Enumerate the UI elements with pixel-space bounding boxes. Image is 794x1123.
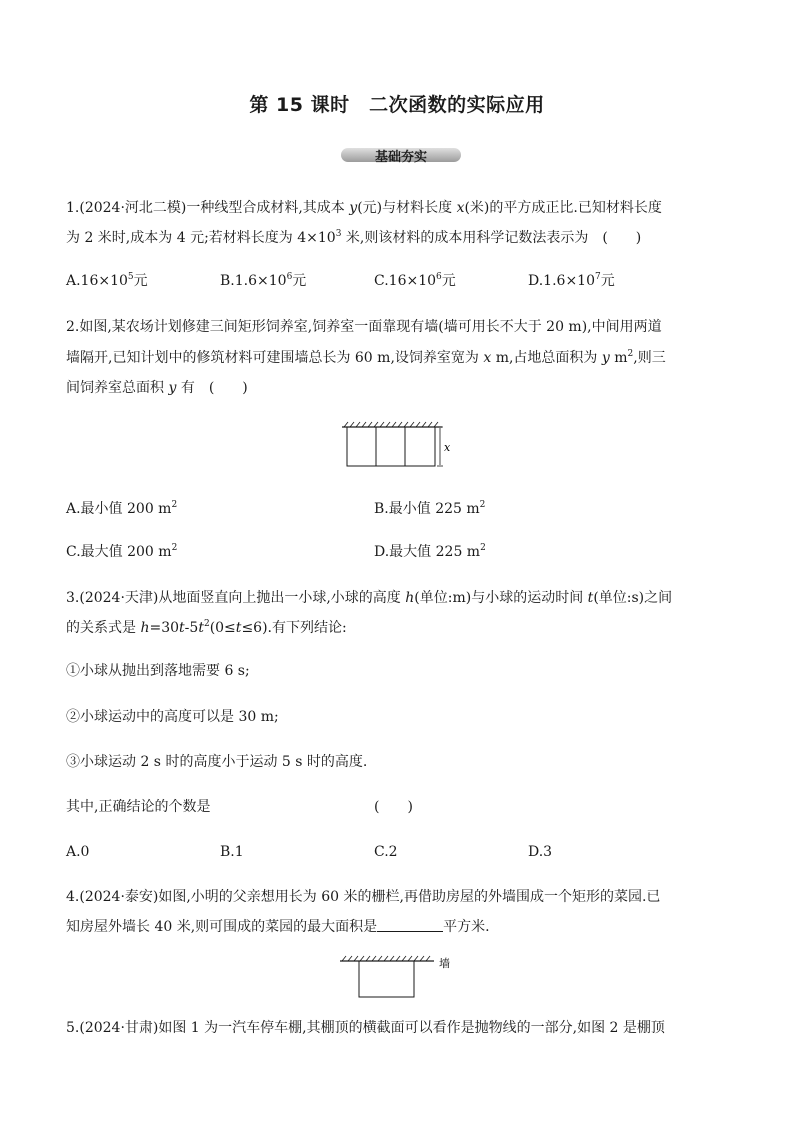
option-text: A.最小值 200 m bbox=[66, 501, 172, 517]
q3-statement-1: ①小球从抛出到落地需要 6 s; bbox=[66, 663, 250, 679]
q3-formula: t bbox=[179, 620, 185, 636]
q3-formula: h bbox=[140, 620, 150, 636]
q2-exponent: 2 bbox=[627, 349, 634, 359]
option-text: C.最大值 200 m bbox=[66, 544, 172, 560]
q1-text: (元)与材料长度 bbox=[357, 200, 457, 216]
option-unit: 元 bbox=[441, 273, 456, 289]
q3-option-c: C.2 bbox=[374, 844, 398, 860]
q1-line-2 bbox=[66, 229, 641, 247]
q3-text: (单位:s)之间 bbox=[593, 590, 673, 606]
option-exponent: 6 bbox=[436, 272, 442, 282]
option-text: A.16×10 bbox=[66, 273, 128, 289]
q3-formula: -5 bbox=[184, 620, 199, 636]
q3-statement-2: ②小球运动中的高度可以是 30 m; bbox=[66, 709, 279, 725]
q1-option-a bbox=[66, 272, 148, 290]
option-text: B.最小值 225 m bbox=[374, 501, 480, 517]
wall-label: 墙 bbox=[439, 957, 450, 970]
house-wall-hatching bbox=[342, 956, 430, 961]
q2-line-3 bbox=[66, 379, 248, 397]
q1-var-x: x bbox=[456, 200, 465, 216]
q1-text: 为 2 米时,成本为 4 元;若材料长度为 4×10 bbox=[66, 230, 336, 246]
q3-line-2 bbox=[66, 619, 347, 637]
option-unit: 元 bbox=[292, 273, 307, 289]
q3-line-1 bbox=[66, 589, 672, 607]
q1-text: 1.(2024·河北二模)一种线型合成材料,其成本 bbox=[66, 200, 350, 216]
q2-line-2 bbox=[66, 349, 666, 367]
q2-text: 有 ( ) bbox=[176, 380, 248, 396]
option-text: B.1.6×10 bbox=[220, 273, 287, 289]
q2-var-x: x bbox=[483, 350, 492, 366]
q3-formula: ≤6).有下列结论: bbox=[241, 620, 347, 636]
q3-var-h: h bbox=[405, 590, 415, 606]
q2-text: 间饲养室总面积 bbox=[66, 380, 169, 396]
q3-option-b: B.1 bbox=[220, 844, 244, 860]
q3-answer-paren: ( ) bbox=[374, 799, 413, 815]
q1-line-1 bbox=[66, 199, 662, 217]
q1-option-d bbox=[528, 272, 615, 290]
option-exponent: 2 bbox=[171, 500, 178, 510]
option-exponent: 6 bbox=[286, 272, 293, 282]
option-exponent: 2 bbox=[480, 543, 486, 553]
option-text: D.最大值 225 m bbox=[374, 544, 481, 560]
q3-text: 3.(2024·天津)从地面竖直向上抛出一小球,小球的高度 bbox=[66, 590, 406, 606]
q1-var-y: y bbox=[349, 200, 358, 216]
q2-option-a bbox=[66, 500, 177, 518]
q1-option-c bbox=[374, 272, 456, 290]
q3-exponent: 2 bbox=[203, 619, 210, 629]
q2-option-c bbox=[66, 543, 177, 561]
q3-formula: t bbox=[235, 620, 242, 636]
dimension-label-x: x bbox=[444, 441, 451, 454]
q5-line-1: 5.(2024·甘肃)如图 1 为一汽车停车棚,其棚顶的横截面可以看作是抛物线的一部分,如图 2 是棚顶 bbox=[66, 1020, 665, 1036]
q2-pens-figure bbox=[340, 424, 460, 490]
pens-outline bbox=[347, 427, 435, 466]
section-badge bbox=[341, 145, 461, 167]
q1-exponent: 3 bbox=[335, 229, 342, 239]
option-text: D.1.6×10 bbox=[528, 273, 595, 289]
q2-option-d bbox=[374, 543, 486, 561]
q2-text: m,占地总面积为 bbox=[491, 350, 602, 366]
q1-text: 米,则该材料的成本用科学记数法表示为 ( ) bbox=[341, 230, 642, 246]
option-exponent: 5 bbox=[127, 272, 134, 282]
option-unit: 元 bbox=[133, 273, 148, 289]
q1-text: (米)的平方成正比.已知材料长度 bbox=[464, 200, 662, 216]
q2-text: m bbox=[609, 350, 628, 366]
option-unit: 元 bbox=[600, 273, 615, 289]
q4-text: 知房屋外墙长 40 米,则可围成的菜园的最大面积是 bbox=[66, 919, 378, 935]
q3-question: 其中,正确结论的个数是 bbox=[66, 799, 211, 815]
q4-line-1: 4.(2024·泰安)如图,小明的父亲想用长为 60 米的栅栏,再借助房屋的外墙围成一个矩形的菜园.已 bbox=[66, 889, 661, 905]
q2-line-1: 2.如图,某农场计划修建三间矩形饲养室,饲养室一面靠现有墙(墙可用长不大于 20 m),中间用两道 bbox=[66, 319, 662, 335]
q3-text: (单位:m)与小球的运动时间 bbox=[414, 590, 588, 606]
page-title: 第 15 课时 二次函数的实际应用 bbox=[249, 94, 545, 116]
q2-var-y: y bbox=[168, 380, 177, 396]
q3-formula: (0≤ bbox=[209, 620, 236, 636]
q3-option-d: D.3 bbox=[528, 844, 553, 860]
q4-garden-figure bbox=[338, 955, 468, 1001]
q2-text: ,则三 bbox=[633, 350, 666, 366]
option-text: C.16×10 bbox=[374, 273, 437, 289]
q1-option-b bbox=[220, 272, 306, 290]
q3-text: 的关系式是 bbox=[66, 620, 141, 636]
q2-text: 墙隔开,已知计划中的修筑材料可建围墙总长为 60 m,设饲养室宽为 bbox=[66, 350, 484, 366]
q3-formula: =30 bbox=[149, 620, 180, 636]
q4-text: 平方米. bbox=[443, 919, 490, 935]
q3-option-a: A.0 bbox=[66, 844, 90, 860]
q4-line-2 bbox=[66, 918, 490, 936]
q3-var-t: t bbox=[587, 590, 594, 606]
q2-var-y: y bbox=[601, 350, 610, 366]
q2-option-b bbox=[374, 500, 485, 518]
q4-answer-blank[interactable] bbox=[377, 919, 443, 932]
q3-formula: t bbox=[198, 620, 204, 636]
option-exponent: 7 bbox=[595, 272, 601, 282]
option-exponent: 2 bbox=[171, 543, 178, 553]
section-badge-label: 基础夯实 bbox=[374, 150, 427, 165]
wall-hatching bbox=[344, 422, 438, 427]
q3-statement-3: ③小球运动 2 s 时的高度小于运动 5 s 时的高度. bbox=[66, 754, 368, 770]
option-exponent: 2 bbox=[479, 500, 486, 510]
garden-outline bbox=[359, 961, 414, 997]
